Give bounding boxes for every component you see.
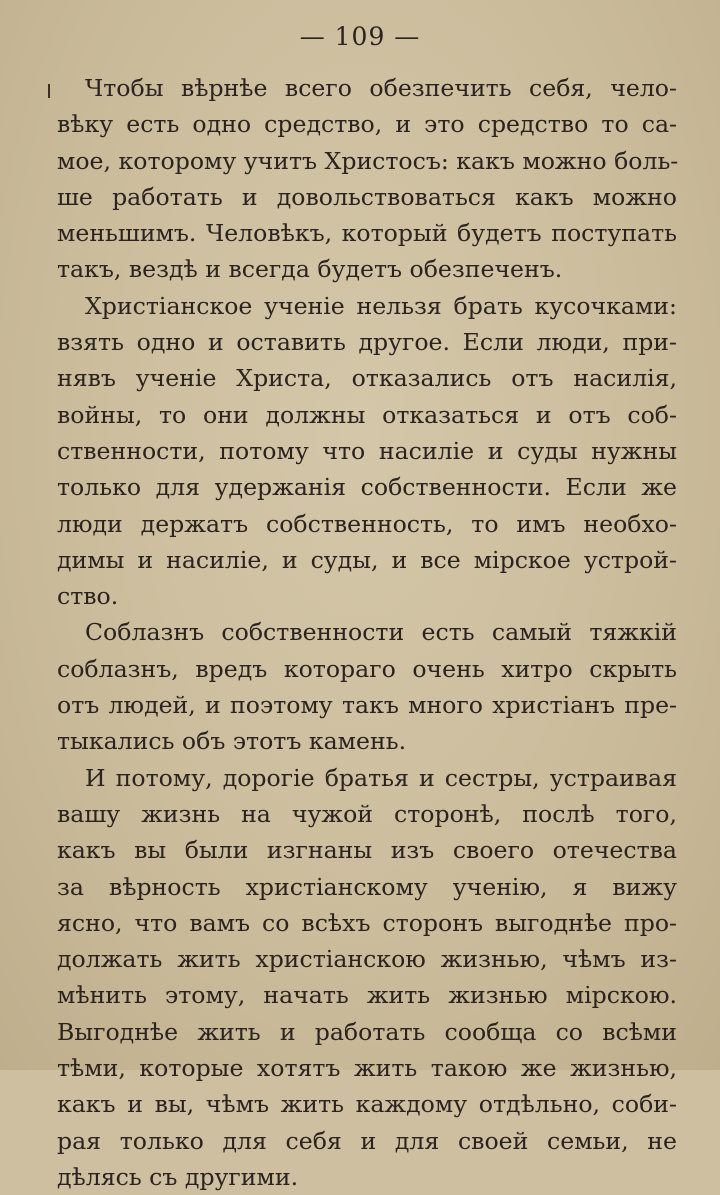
text-line: Христіанское ученіе нельзя брать кусочками: <box>85 291 677 320</box>
text-line: тыкались объ этотъ камень. <box>57 727 407 756</box>
text-line: ясно, что вамъ со всѣхъ сторонъ выгоднѣе про- <box>57 908 677 937</box>
paragraph <box>57 760 677 1195</box>
text-line: И потому, дорогіе братья и сестры, устраивая <box>85 763 677 792</box>
text-line: вашу жизнь на чужой сторонѣ, послѣ того, <box>57 799 677 828</box>
text-line: должать жить христіанскою жизнью, чѣмъ из- <box>57 945 677 974</box>
text-line: отъ людей, и поэтому такъ много христіанъ пре- <box>57 691 677 720</box>
text-line: ственности, потому что насиліе и суды нужны <box>57 436 677 465</box>
text-line: за вѣрность христіанскому ученію, я вижу <box>57 872 677 901</box>
text-line: какъ и вы, чѣмъ жить каждому отдѣльно, соби- <box>57 1090 677 1119</box>
text-line: тѣми, которые хотятъ жить такою же жизнью, <box>57 1054 677 1083</box>
body-text <box>57 70 677 1195</box>
text-line: взять одно и оставить другое. Если люди, при- <box>57 328 677 357</box>
text-line: ство. <box>57 582 119 611</box>
text-line: димы и насиліе, и суды, и все мірское устрой- <box>57 545 677 574</box>
text-line: Соблазнъ собственности есть самый тяжкій <box>85 618 677 647</box>
text-line: войны, то они должны отказаться и отъ соб- <box>57 400 677 429</box>
text-line: мое, которому учитъ Христосъ: какъ можно боль- <box>57 146 679 175</box>
text-line: Выгоднѣе жить и работать сообща со всѣми <box>57 1017 677 1046</box>
paragraph <box>57 70 677 288</box>
text-line: люди держатъ собственность, то имъ необхо- <box>57 509 677 538</box>
text-line: какъ вы были изгнаны изъ своего отечества <box>57 836 677 865</box>
text-line: меньшимъ. Человѣкъ, который будетъ поступать <box>57 219 677 248</box>
text-line: ше работать и довольствоваться какъ можно <box>57 182 677 211</box>
text-line: мѣнить этому, начать жить жизнью мірскою. <box>57 981 677 1010</box>
text-line: дѣлясь съ другими. <box>57 1162 299 1191</box>
paragraph <box>57 614 677 759</box>
paragraph <box>57 288 677 615</box>
text-line: Чтобы вѣрнѣе всего обезпечить себя, чело- <box>85 74 677 102</box>
text-line: рая только для себя и для своей семьи, не <box>57 1126 677 1155</box>
text-line: такъ, вездѣ и всегда будетъ обезпеченъ. <box>57 255 563 284</box>
text-line: нявъ ученіе Христа, отказались отъ насилія, <box>57 364 677 393</box>
margin-mark <box>48 84 50 98</box>
text-line: вѣку есть одно средство, и это средство то са- <box>57 110 677 139</box>
page-number: — 109 — <box>299 22 421 51</box>
text-line: соблазнъ, вредъ котораго очень хитро скрыть <box>57 654 677 683</box>
text-line: только для удержанія собственности. Если же <box>57 473 677 502</box>
